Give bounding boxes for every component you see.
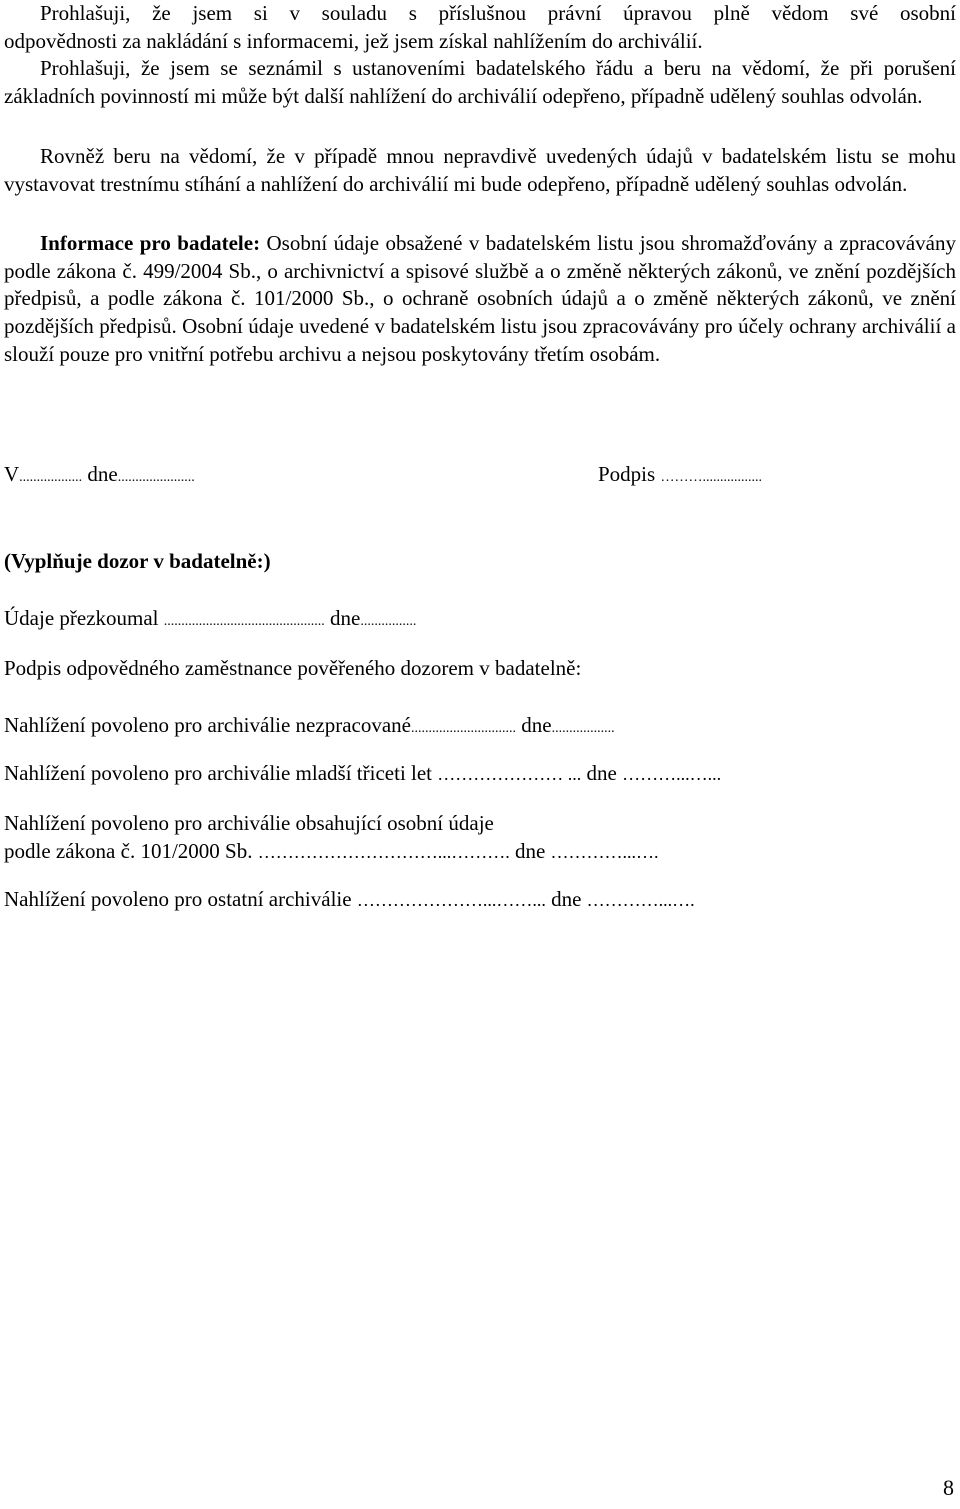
info-text: Osobní údaje obsažené v badatelském listu jsou shromažďovány a zpracovávány podle zákona č. 499/2004 Sb., o archivnictví a spisové službě a o změně některých zákonů, ve znění pozdějších předpisů, a podle zákona č. 101/2000 Sb., o ochraně osobních údajů a o změně některých zákonů, ve znění pozdějších předpisů. Osobní údaje uvedené v badatelském listu jsou zpracovávány pro účely ochrany archiválií a slouží pouze pro vnitřní potřebu archivu a nejsou poskytovány třetím osobám. (4, 231, 957, 366)
reviewed-date-label: dne (330, 606, 361, 630)
permission-date-field[interactable]: .................. (551, 721, 615, 736)
reviewed-field[interactable]: .............................................. (163, 614, 325, 629)
permission-field[interactable]: .............................. (410, 721, 516, 736)
declaration-paragraph-2: Prohlašuji, že jsem se seznámil s ustanoveními badatelského řádu a beru na vědomí, že při porušení základních povinností mi může být další nahlížení do archiválií odepřeno, případně udělený souhlas odvolán. (4, 56, 956, 108)
page-number: 8 (943, 1475, 954, 1500)
declaration-line-1: Prohlašuji, že jsem si v souladu s příslušnou právní úpravou plně vědom své osobní (40, 1, 956, 25)
permission-field[interactable]: ………………… ... (437, 764, 582, 784)
supervisor-heading: (Vyplňuje dozor v badatelně:) (4, 549, 271, 573)
permission-row-unprocessed (4, 713, 615, 738)
permission-date-field[interactable]: …………...…. (586, 890, 695, 910)
permission-row-other (4, 887, 695, 912)
permission-row-personal-data-line1: Nahlížení povoleno pro archiválie obsahující osobní údaje (4, 811, 494, 835)
permission-row-younger-thirty (4, 761, 721, 786)
permission-date-label: dne (551, 887, 582, 911)
info-paragraph (4, 230, 956, 369)
permission-field[interactable]: …………………...……... (356, 890, 546, 910)
permission-label: podle zákona č. 101/2000 Sb. (4, 839, 253, 863)
permission-label: Nahlížení povoleno pro ostatní archiválie (4, 887, 352, 911)
date-field[interactable]: ...................... (117, 470, 195, 485)
reviewed-label: Údaje přezkoumal (4, 606, 159, 630)
declaration-paragraph-3: Rovněž beru na vědomí, že v případě mnou nepravdivě uvedených údajů v badatelském listu se mohu vystavovat trestnímu stíhání a nahlížení do archiválií mi bude odepřeno, případně udělený souhlas odvolán. (4, 144, 956, 196)
permission-date-label: dne (521, 713, 552, 737)
declaration-line-2: odpovědnosti za nakládání s informacemi, jež jsem získal nahlížením do archiválií. (4, 28, 703, 53)
permission-label: Nahlížení povoleno pro archiválie nezpracované (4, 713, 411, 737)
permission-date-label: dne (586, 761, 617, 785)
permission-date-label: dne (514, 839, 546, 863)
permission-date-field[interactable]: …………...…. (550, 842, 659, 862)
permission-row-personal-data-line2 (4, 839, 659, 864)
supervisor-signature-line: Podpis odpovědného zaměstnance pověřeného dozorem v badatelně: (4, 656, 582, 680)
permission-field[interactable]: …………………………...………. (257, 842, 510, 862)
reviewed-date-field[interactable]: ................ (360, 614, 417, 629)
place-label: V (4, 462, 20, 486)
signature-line (598, 462, 762, 487)
signature-label: Podpis (598, 462, 656, 486)
place-field[interactable]: .................. (19, 470, 83, 485)
info-label: Informace pro badatele: (40, 231, 261, 255)
permission-label: Nahlížení povoleno pro archiválie mladší třiceti let (4, 761, 433, 785)
reviewed-line (4, 606, 416, 631)
declaration-paragraph-1 (4, 0, 956, 55)
signature-field[interactable]: ………................. (660, 470, 762, 485)
permission-date-field[interactable]: ………...…... (622, 764, 722, 784)
place-date-line (4, 462, 195, 487)
date-label: dne (87, 462, 118, 486)
